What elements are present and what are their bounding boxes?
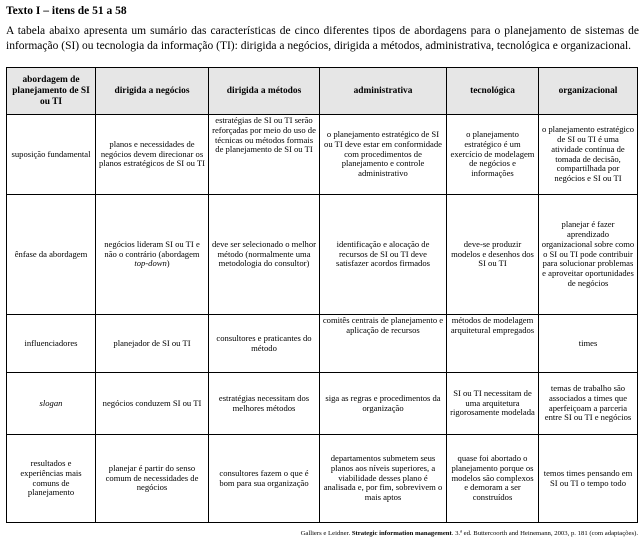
table-cell: consultores fazem o que é bom para sua organização xyxy=(209,435,320,523)
row-label: suposição fundamental xyxy=(7,115,96,195)
table-cell: consultores e praticantes do método xyxy=(209,315,320,373)
table-cell: negócios conduzem SI ou TI xyxy=(96,373,209,435)
table-cell: deve-se produzir modelos e desenhos dos SI ou TI xyxy=(447,195,539,315)
row-label: resultados e experiências mais comuns de planejamento xyxy=(7,435,96,523)
citation-title: Strategic information management xyxy=(351,530,452,537)
section-heading: Texto I – itens de 51 a 58 xyxy=(6,5,127,17)
table-cell: o planejamento estratégico de SI ou TI é uma atividade contínua de tomada de decisão, compartilhada por negócios e SI ou TI xyxy=(539,115,638,195)
table-cell: planejar é fazer aprendizado organizacional sobre como o SI ou TI pode contribuir para solucionar problemas e aproveitar oportunidades de negócios xyxy=(539,195,638,315)
table-row xyxy=(7,435,638,523)
header-organizational: organizacional xyxy=(539,68,638,115)
header-administrative: administrativa xyxy=(320,68,447,115)
table-cell: planejador de SI ou TI xyxy=(96,315,209,373)
table-cell: estratégias necessitam dos melhores métodos xyxy=(209,373,320,435)
table-cell xyxy=(96,195,209,315)
table-row xyxy=(7,373,638,435)
table-cell: métodos de modelagem arquitetural empregados xyxy=(447,315,539,373)
source-citation xyxy=(301,529,638,538)
table-cell: deve ser selecionado o melhor método (normalmente uma metodologia do consultor) xyxy=(209,195,320,315)
emphasized-term: top-down xyxy=(134,258,167,269)
table-header-row xyxy=(7,68,638,115)
table-cell: departamentos submetem seus planos aos níveis superiores, a viabilidade desses plano é analisada e, por fim, sobrevivem o mais aptos xyxy=(320,435,447,523)
citation-details: . 3.ª ed. Buttercoorth and Heinemann, 2003, p. 181 (com adaptações). xyxy=(451,530,638,537)
row-label: influenciadores xyxy=(7,315,96,373)
table-cell: planos e necessidades de negócios devem direcionar os planos estratégicos de SI ou TI xyxy=(96,115,209,195)
intro-paragraph: A tabela abaixo apresenta um sumário das características de cinco diferentes tipos de abordagens para o planejamento de sistemas de informação (SI) ou tecnologia da informação (TI): dirigida a negócios, dirigida a métodos, administrativa, tecnológica e organizacional. xyxy=(6,25,639,52)
cell-text-suffix: ) xyxy=(166,258,170,269)
table-row xyxy=(7,195,638,315)
header-technological: tecnológica xyxy=(447,68,539,115)
table-cell: temos times pensando em SI ou TI o tempo todo xyxy=(539,435,638,523)
table-cell: siga as regras e procedimentos da organização xyxy=(320,373,447,435)
table-row xyxy=(7,315,638,373)
table-cell: o planejamento estratégico é um exercício de modelagem de negócios e informações xyxy=(447,115,539,195)
table-cell: times xyxy=(539,315,638,373)
table-cell: temas de trabalho são associados a times que aperfeiçoam a parceria entre SI ou TI e negócios xyxy=(539,373,638,435)
table-cell: comitês centrais de planejamento e aplicação de recursos xyxy=(320,315,447,373)
table-cell: identificação e alocação de recursos de SI ou TI deve satisfazer acordos firmados xyxy=(320,195,447,315)
citation-authors: Galliers e Leidner. xyxy=(300,530,352,537)
row-label: ênfase da abordagem xyxy=(7,195,96,315)
header-business-driven: dirigida a negócios xyxy=(96,68,209,115)
table-cell: o planejamento estratégico de SI ou TI deve estar em conformidade com procedimentos de planejamento e controle administrativo xyxy=(320,115,447,195)
table-cell: SI ou TI necessitam de uma arquitetura rigorosamente modelada xyxy=(447,373,539,435)
table-cell: quase foi abortado o planejamento porque os modelos são complexos e demoram a ser construídos xyxy=(447,435,539,523)
header-approach: abordagem de planejamento de SI ou TI xyxy=(7,68,96,115)
cell-text: negócios lideram SI ou TI e não o contrário (abordagem xyxy=(104,238,200,259)
table-row xyxy=(7,115,638,195)
row-label: slogan xyxy=(7,373,96,435)
header-method-driven: dirigida a métodos xyxy=(209,68,320,115)
table-cell: estratégias de SI ou TI serão reforçadas por meio do uso de técnicas ou métodos formais de planejamento de SI ou TI xyxy=(209,115,320,195)
approaches-summary-table xyxy=(6,67,638,523)
table-cell: planejar é partir do senso comum de necessidades de negócios xyxy=(96,435,209,523)
